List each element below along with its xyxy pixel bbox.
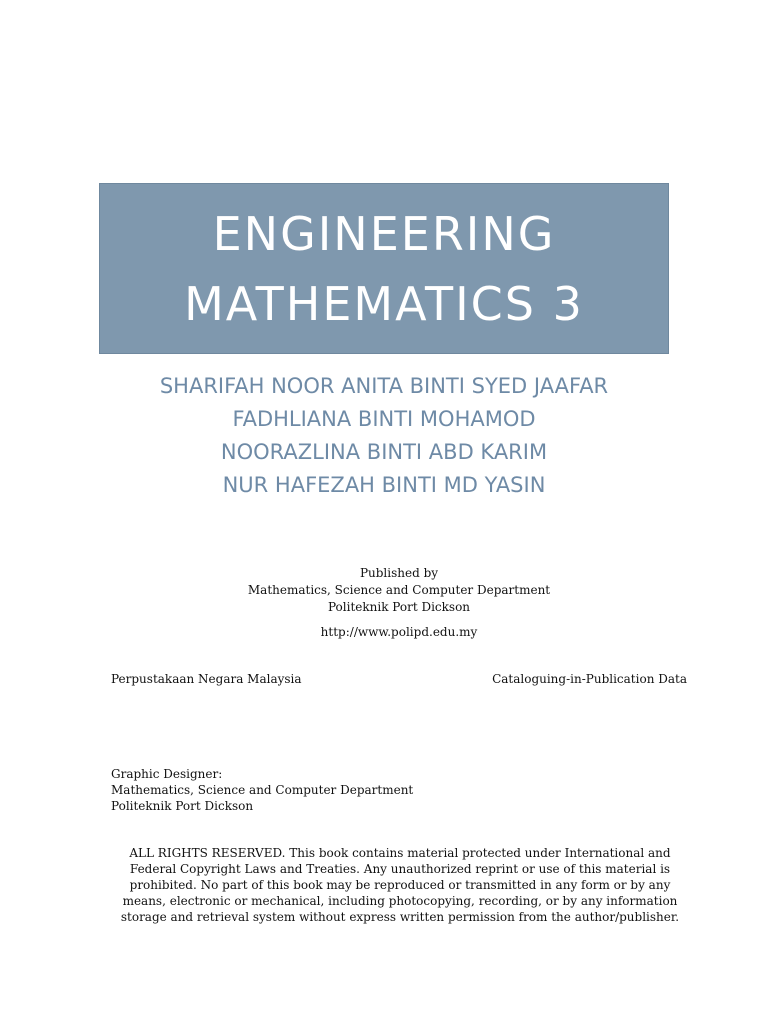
designer-block xyxy=(111,766,413,814)
rights-line: prohibited. No part of this book may be reproduced or transmitted in any form or by any xyxy=(129,878,671,892)
designer-institution: Politeknik Port Dickson xyxy=(111,799,254,813)
rights-notice xyxy=(100,845,700,925)
publisher-institution: Politeknik Port Dickson xyxy=(327,600,471,614)
cip-library: Perpustakaan Negara Malaysia xyxy=(111,672,302,686)
title-banner xyxy=(99,183,669,354)
title-line-2: MATHEMATICS 3 xyxy=(184,276,584,331)
author-name: NUR HAFEZAH BINTI MD YASIN xyxy=(222,473,546,497)
rights-line: Federal Copyright Laws and Treaties. Any unauthorized reprint or use of this material is xyxy=(129,862,671,876)
author-name: FADHLIANA BINTI MOHAMOD xyxy=(232,407,536,431)
publisher-department: Mathematics, Science and Computer Department xyxy=(247,583,551,597)
cip-data-label: Cataloguing-in-Publication Data xyxy=(492,672,687,686)
publisher-block xyxy=(99,565,699,641)
author-name: SHARIFAH NOOR ANITA BINTI SYED JAAFAR xyxy=(159,374,609,398)
designer-department: Mathematics, Science and Computer Department xyxy=(111,783,414,797)
publisher-label: Published by xyxy=(359,566,439,580)
rights-line: ALL RIGHTS RESERVED. This book contains material protected under International and xyxy=(129,846,671,860)
author-list xyxy=(99,370,669,502)
author-name: NOORAZLINA BINTI ABD KARIM xyxy=(220,440,548,464)
rights-line: means, electronic or mechanical, including photocopying, recording, or by any information xyxy=(122,894,678,908)
publisher-url[interactable]: http://www.polipd.edu.my xyxy=(320,625,478,639)
title-line-1: ENGINEERING xyxy=(212,206,556,261)
designer-label: Graphic Designer: xyxy=(111,767,223,781)
rights-line: storage and retrieval system without express written permission from the author/publisher. xyxy=(120,910,680,924)
